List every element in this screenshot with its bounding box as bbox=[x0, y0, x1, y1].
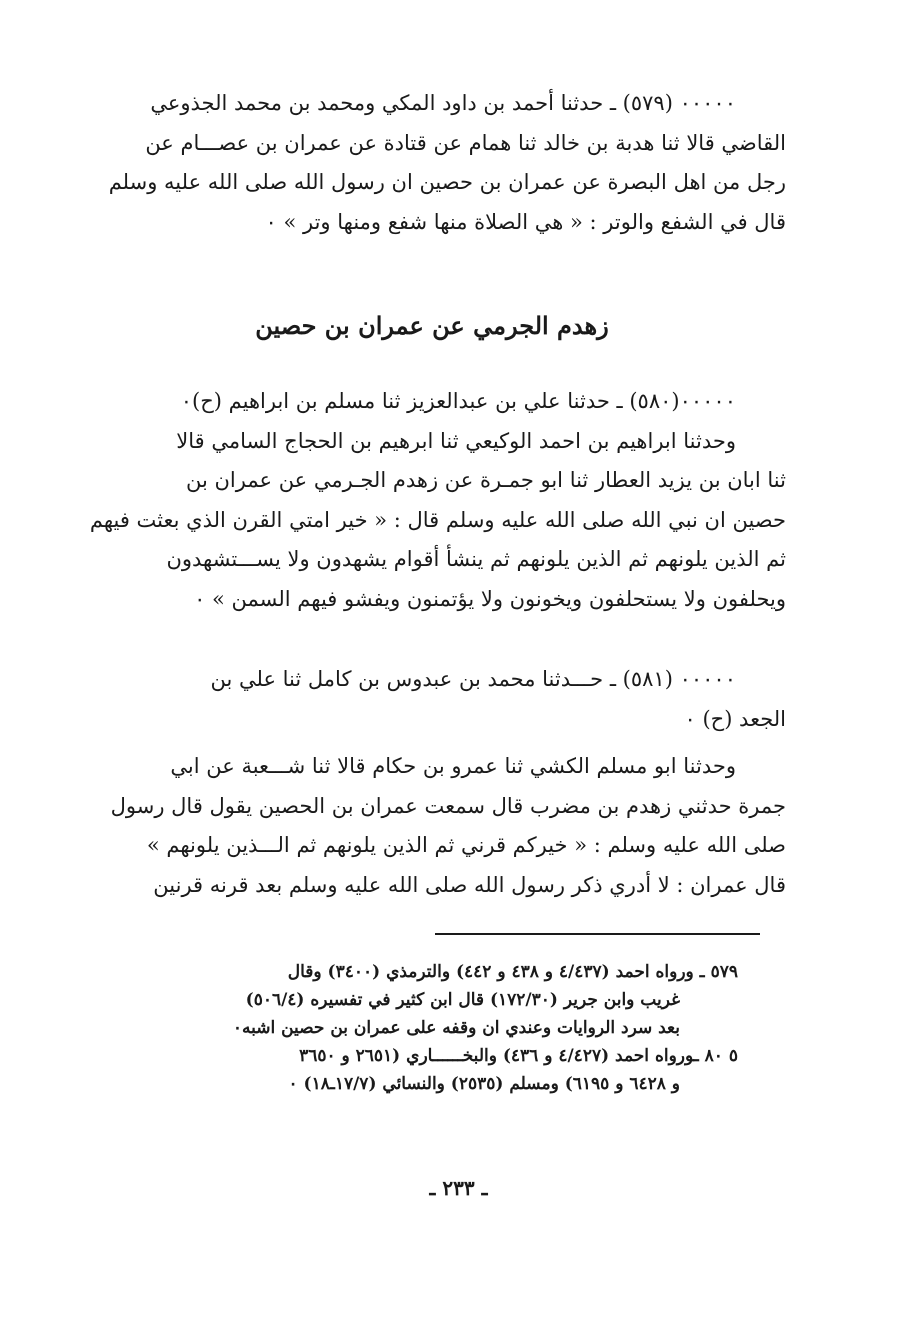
text-line: قال عمران : لا أدري ذكر رسول الله صلى الله عليه وسلم بعد قرنه قرنين bbox=[153, 872, 786, 897]
footnote-line: ٥٧٩ ـ ورواه احمد (٤/٤٣٧ و ٤٣٨ و ٤٤٢) والترمذي (٣٤٠٠) وقال bbox=[287, 962, 738, 982]
hadith-579-paragraph bbox=[78, 84, 786, 242]
section-heading: زهدم الجرمي عن عمران بن حصين bbox=[255, 311, 609, 340]
text-line: ثنا ابان بن يزيد العطار ثنا ابو جمـرة عن زهدم الجـرمي عن عمران بن bbox=[186, 468, 786, 492]
text-line: ويحلفون ولا يستحلفون ويخونون ولا يؤتمنون ويفشو فيهم السمن » ٠ bbox=[194, 586, 786, 611]
text-line: جمرة حدثني زهدم بن مضرب قال سمعت عمران بن الحصين يقول قال رسول bbox=[110, 793, 786, 818]
text-line: رجل من اهل البصرة عن عمران بن حصين ان رسول الله صلى الله عليه وسلم bbox=[108, 170, 786, 194]
text-line: القاضي قالا ثنا هدبة بن خالد ثنا همام عن قتادة عن عمران بن عصـــام عن bbox=[145, 130, 786, 155]
text-line: قال في الشفع والوتر : « هي الصلاة منها شفع ومنها وتر » ٠ bbox=[265, 209, 786, 234]
text-line: ٠٠٠٠٠ (٥٨١) ـ حـــدثنا محمد بن عبدوس بن كامل ثنا علي بن bbox=[210, 667, 736, 691]
footnote-580 bbox=[70, 1042, 738, 1098]
footnote-line: غريب وابن جرير (١٧٢/٣٠) قال ابن كثير في تفسيره (٥٠٦/٤) bbox=[245, 990, 680, 1010]
page-number: ـ ٢٣٣ ـ bbox=[429, 1176, 488, 1200]
text-line: ٠٠٠٠٠ (٥٧٩) ـ حدثنا أحمد بن داود المكي ومحمد بن محمد الجذوعي bbox=[150, 91, 736, 115]
text-line: ثم الذين يلونهم ثم الذين يلونهم ثم ينشأ أقوام يشهدون ولا يســـتشهدون bbox=[166, 547, 786, 571]
hadith-580-paragraph bbox=[78, 382, 786, 619]
hadith-581-paragraph bbox=[78, 660, 786, 905]
footnotes bbox=[70, 958, 738, 1098]
text-line: وحدثنا ابو مسلم الكشي ثنا عمرو بن حكام قالا ثنا شـــعبة عن ابي bbox=[170, 754, 736, 778]
footnote-separator bbox=[435, 933, 760, 935]
text-line: حصين ان نبي الله صلى الله عليه وسلم قال : « خير امتي القرن الذي بعثت فيهم bbox=[89, 507, 786, 532]
text-line: وحدثنا ابراهيم بن احمد الوكيعي ثنا ابرهيم بن الحجاج السامي قالا bbox=[176, 428, 736, 453]
text-line: صلى الله عليه وسلم : « خيركم قرني ثم الذين يلونهم ثم الـــذين يلونهم » bbox=[146, 833, 786, 857]
text-line: الجعد (ح) ٠ bbox=[684, 706, 786, 731]
footnote-line: ٥ ٨٠ ـورواه احمد (٤/٤٢٧ و ٤٣٦) والبخــــــاري (٢٦٥١ و ٣٦٥٠ bbox=[299, 1046, 738, 1066]
text-line: ٠٠٠٠٠(٥٨٠) ـ حدثنا علي بن عبدالعزيز ثنا مسلم بن ابراهيم (ح)٠ bbox=[180, 389, 736, 413]
footnote-line: بعد سرد الروايات وعندي ان وقفه على عمران بن حصين اشبه٠ bbox=[232, 1018, 680, 1038]
footnote-579 bbox=[70, 958, 738, 1042]
footnote-line: و ٦٤٢٨ و ٦١٩٥) ومسلم (٢٥٣٥) والنسائي (١٧/٧ـ١٨) ٠ bbox=[288, 1074, 680, 1094]
